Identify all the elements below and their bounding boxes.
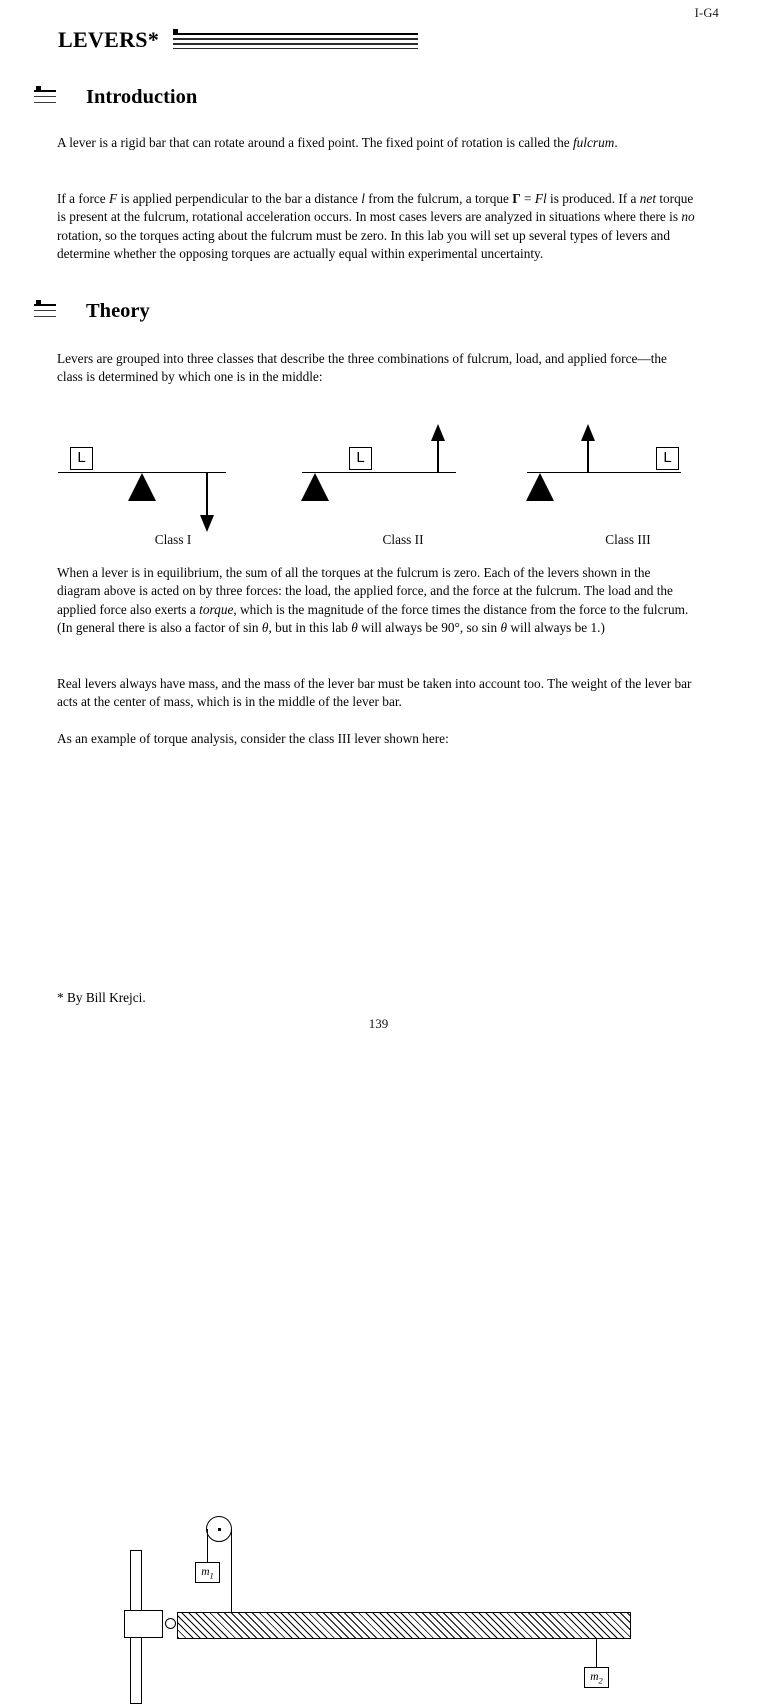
string-left bbox=[207, 1529, 208, 1562]
mass-2-symbol: m bbox=[590, 1671, 599, 1683]
pivot-icon bbox=[165, 1618, 176, 1629]
section-marker-icon bbox=[34, 300, 56, 322]
title-rule-line bbox=[173, 38, 418, 40]
footnote: * By Bill Krejci. bbox=[57, 990, 146, 1005]
paragraph-intro-1: A lever is a rigid bar that can rotate around a fixed point. The fixed point of rotation is called the fulcrum. bbox=[57, 135, 618, 150]
fulcrum-triangle-icon bbox=[301, 473, 329, 501]
force-arrow-up-icon bbox=[431, 424, 445, 474]
section-heading-introduction bbox=[34, 86, 197, 108]
force-arrow-up-icon bbox=[581, 424, 595, 474]
section-title: Introduction bbox=[86, 85, 198, 108]
section-marker-icon bbox=[34, 86, 56, 108]
title-rule-decoration bbox=[173, 29, 418, 51]
hatched-lever-bar bbox=[177, 1612, 631, 1639]
load-box: L bbox=[656, 447, 679, 470]
mass-2-subscript: 2 bbox=[598, 1675, 603, 1686]
fulcrum-triangle-icon bbox=[526, 473, 554, 501]
section-title: Theory bbox=[86, 299, 150, 322]
mass-1-subscript: 1 bbox=[209, 1570, 214, 1581]
load-box: L bbox=[349, 447, 372, 470]
class-label: Class II bbox=[382, 532, 424, 547]
force-arrow-down-icon bbox=[200, 472, 214, 532]
section-heading-theory bbox=[34, 300, 150, 322]
pulley-icon bbox=[206, 1516, 232, 1542]
title-rule-line bbox=[173, 43, 418, 45]
clamp-block bbox=[124, 1610, 163, 1638]
paragraph-theory-2: When a lever is in equilibrium, the sum of all the torques at the fulcrum is zero. Each of the levers shown in the diagram above is acted on by three forces: the load, the applied force, and the force at the fulcrum. The load and the applied force also exerts a torque, which is the magnitude of the force times the distance from the force to the fulcrum. (In general there is also a factor of sin θ, but in this lab θ will always be 90°, so sin θ will always be 1.) bbox=[57, 565, 689, 636]
load-box: L bbox=[70, 447, 93, 470]
string-mass-2 bbox=[596, 1639, 597, 1667]
string-right bbox=[231, 1529, 232, 1613]
paragraph-intro-2: If a force F is applied perpendicular to the bar a distance l from the fulcrum, a torque Γ = Fl is produced. If a net torque is present at the fulcrum, rotational acceleration occurs. In most cases levers are analyzed in situations where there is no rotation, so the torques acting about the fulcrum must be zero. In this lab you will set up several types of levers and determine whether the opposing torques are actually equal within experimental uncertainty. bbox=[57, 191, 695, 262]
title-rule-line bbox=[173, 33, 418, 35]
fulcrum-triangle-icon bbox=[128, 473, 156, 501]
paragraph-theory-4: As an example of torque analysis, consider the class III lever shown here: bbox=[57, 731, 449, 746]
mass-1-symbol: m bbox=[201, 1566, 210, 1578]
title-rule-line bbox=[173, 48, 418, 49]
lever-diagram-class-1 bbox=[58, 408, 288, 550]
paragraph-theory-1: Levers are grouped into three classes that describe the three combinations of fulcrum, load, and applied force—the class is determined by which one is in the middle: bbox=[57, 351, 667, 385]
running-head: I-G4 bbox=[694, 6, 719, 20]
lever-classes-figure bbox=[0, 408, 757, 550]
page-number: 139 bbox=[368, 1016, 389, 1031]
hanging-mass-1 bbox=[195, 1562, 220, 1583]
class-label: Class I bbox=[154, 532, 192, 547]
pulley-axle-icon bbox=[218, 1528, 221, 1531]
paragraph-theory-3: Real levers always have mass, and the mass of the lever bar must be taken into account too. The weight of the lever bar acts at the center of mass, which is in the middle of the lever bar. bbox=[57, 676, 692, 710]
page-title: LEVERS* bbox=[58, 27, 160, 52]
hanging-mass-2 bbox=[584, 1667, 609, 1688]
title-row bbox=[58, 29, 418, 51]
class-label: Class III bbox=[605, 532, 651, 547]
lever-diagram-class-3 bbox=[513, 408, 743, 550]
lever-diagram-class-2 bbox=[288, 408, 518, 550]
